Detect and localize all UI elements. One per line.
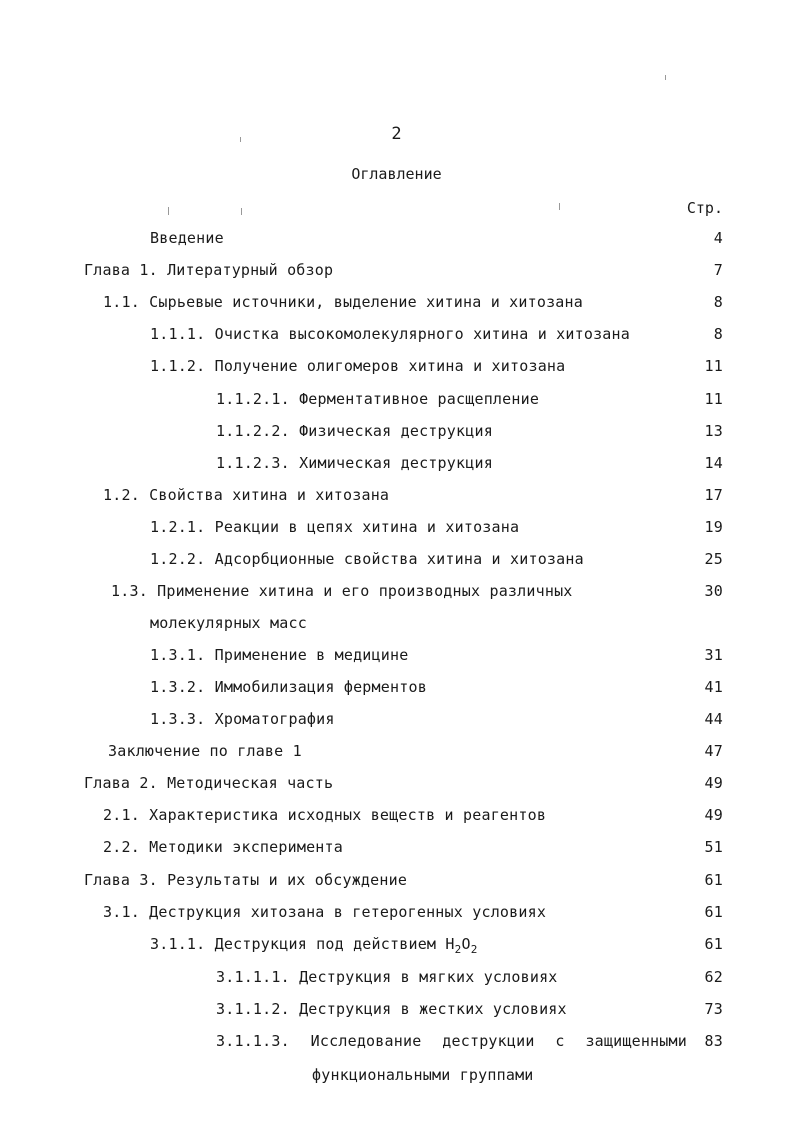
toc-entry [0,774,793,798]
toc-entry-page: 8 [713,293,723,311]
toc-entry-text: 3.1.1. Деструкция под действием [150,935,446,953]
scan-speck [240,137,241,142]
toc-entry-title [150,678,427,696]
formula-subscript: 2 [470,943,478,956]
toc-entry-page: 7 [713,261,723,279]
toc-entry-title [312,1066,534,1084]
toc-entry-text: 1.2.1. Реакции в цепях хитина и хитозана [150,518,520,536]
toc-entry [0,742,793,766]
toc-entry-text: 1.1.1. Очистка высокомолекулярного хитина и хитозана [150,325,630,343]
toc-entry-page: 19 [704,518,723,536]
toc-entry-title [150,325,630,343]
toc-entry [0,614,793,638]
toc-entry-text: 3.1.1.2. Деструкция в жестких условиях [216,1000,567,1018]
toc-entry-title [150,550,584,568]
toc-entry-page: 51 [704,838,723,856]
toc-entry-page: 13 [704,422,723,440]
toc-entry-page: 41 [704,678,723,696]
toc-entry-text: Глава 1. Литературный обзор [84,261,334,279]
toc-entry-title [216,1032,687,1050]
toc-entry-page: 73 [704,1000,723,1018]
toc-entry [0,1032,793,1056]
toc-entry-page: 83 [704,1032,723,1050]
toc-entry-title [216,422,493,440]
toc-entry-text: 3.1.1.1. Деструкция в мягких условиях [216,968,558,986]
toc-entry [0,357,793,381]
toc-entry-title [216,454,493,472]
toc-entry [0,1000,793,1024]
toc-entry-word: деструкции [442,1032,535,1050]
toc-entry-title [103,806,546,824]
scan-speck [559,203,560,210]
toc-entry [0,806,793,830]
toc-entry-text: 1.3.1. Применение в медицине [150,646,409,664]
toc-entry [0,486,793,510]
toc-entry-title [150,518,519,536]
toc-entry-text: 2.1. Характеристика исходных веществ и реагентов [103,806,547,824]
toc-entry [0,871,793,895]
toc-entry-text: 1.3.2. Иммобилизация ферментов [150,678,427,696]
toc-entry [0,229,793,253]
toc-entry-text: молекулярных масс [150,614,307,632]
toc-entry [0,422,793,446]
toc-entry [0,935,793,959]
toc-entry-title [150,229,224,247]
formula-element: H [445,935,455,953]
toc-title: Оглавление [351,165,442,183]
toc-entry [0,646,793,670]
toc-entry-text: 1.1.2. Получение олигомеров хитина и хитозана [150,357,566,375]
toc-entry-title [84,774,333,792]
toc-entry-text: 1.3. Применение хитина и его производных различных [111,582,573,600]
toc-entry-title [150,614,307,632]
toc-entry [0,550,793,574]
toc-entry-page: 61 [704,935,723,953]
toc-entry-text: Глава 2. Методическая часть [84,774,334,792]
toc-entry [0,390,793,414]
scan-speck [665,75,666,80]
toc-entry-title [108,742,302,760]
toc-entry [0,454,793,478]
toc-entry-text: 2.2. Методики эксперимента [103,838,343,856]
toc-entry-page: 47 [704,742,723,760]
toc-entry-title [150,935,478,956]
toc-entry-title [216,390,539,408]
toc-entry-page: 4 [713,229,723,247]
toc-entry-page: 49 [704,774,723,792]
toc-entry-text: 1.3.3. Хроматография [150,710,335,728]
toc-entry-title [150,710,335,728]
toc-entry-text: Введение [150,229,224,247]
toc-entry-title [103,293,583,311]
toc-entry-page: 62 [704,968,723,986]
toc-entry-page: 25 [704,550,723,568]
toc-entry [0,968,793,992]
toc-entry-page: 8 [713,325,723,343]
scan-speck [168,207,169,215]
toc-entry-text: Заключение по главе 1 [108,742,302,760]
toc-entry [0,261,793,285]
toc-entry [0,678,793,702]
toc-entry-word: Исследование [310,1032,422,1050]
toc-entry-page: 44 [704,710,723,728]
toc-entry [0,582,793,606]
toc-entry-page: 14 [704,454,723,472]
toc-entry-text: 1.2. Свойства хитина и хитозана [103,486,390,504]
toc-entry-page: 17 [704,486,723,504]
chemical-formula [445,935,478,956]
toc-entry-title [150,357,565,375]
toc-entry [0,518,793,542]
toc-entry [0,293,793,317]
toc-entry-text: 1.1.2.2. Физическая деструкция [216,422,493,440]
toc-entry-text: функциональными группами [312,1066,534,1084]
toc-entry-title [103,486,389,504]
toc-entry-text: 1.1.2.3. Химическая деструкция [216,454,493,472]
toc-entry-page: 61 [704,871,723,889]
toc-entry [0,838,793,862]
toc-entry-text: 1.1.2.1. Ферментативное расщепление [216,390,540,408]
toc-entry-word: защищенными [585,1032,687,1050]
toc-entry-title [150,646,408,664]
toc-entry [0,325,793,349]
toc-entry-text: 3.1. Деструкция хитозана в гетерогенных условиях [103,903,547,921]
toc-entry [0,1066,793,1090]
toc-entry-text: Глава 3. Результаты и их обсуждение [84,871,408,889]
toc-entry-title [103,903,546,921]
toc-entry [0,903,793,927]
toc-entry-title [216,1000,567,1018]
pages-column-header: Стр. [686,199,723,217]
page-number: 2 [391,124,402,144]
toc-entry [0,710,793,734]
toc-entry-page: 31 [704,646,723,664]
toc-entry-page: 49 [704,806,723,824]
toc-entry-page: 11 [704,357,723,375]
toc-entry-page: 30 [704,582,723,600]
toc-entry-page: 61 [704,903,723,921]
formula-element: O [461,935,471,953]
toc-entry-text: 1.1. Сырьевые источники, выделение хитина и хитозана [103,293,583,311]
toc-entry-title [84,871,407,889]
toc-entry-title [111,582,573,600]
toc-entry-word: 3.1.1.3. [216,1032,290,1050]
toc-entry-title [103,838,343,856]
scan-speck [241,208,242,215]
toc-entry-title [84,261,333,279]
toc-entry-text: 1.2.2. Адсорбционные свойства хитина и хитозана [150,550,584,568]
toc-entry-page: 11 [704,390,723,408]
formula-subscript: 2 [454,943,462,956]
toc-entry-word: с [555,1032,565,1050]
toc-entry-title [216,968,558,986]
